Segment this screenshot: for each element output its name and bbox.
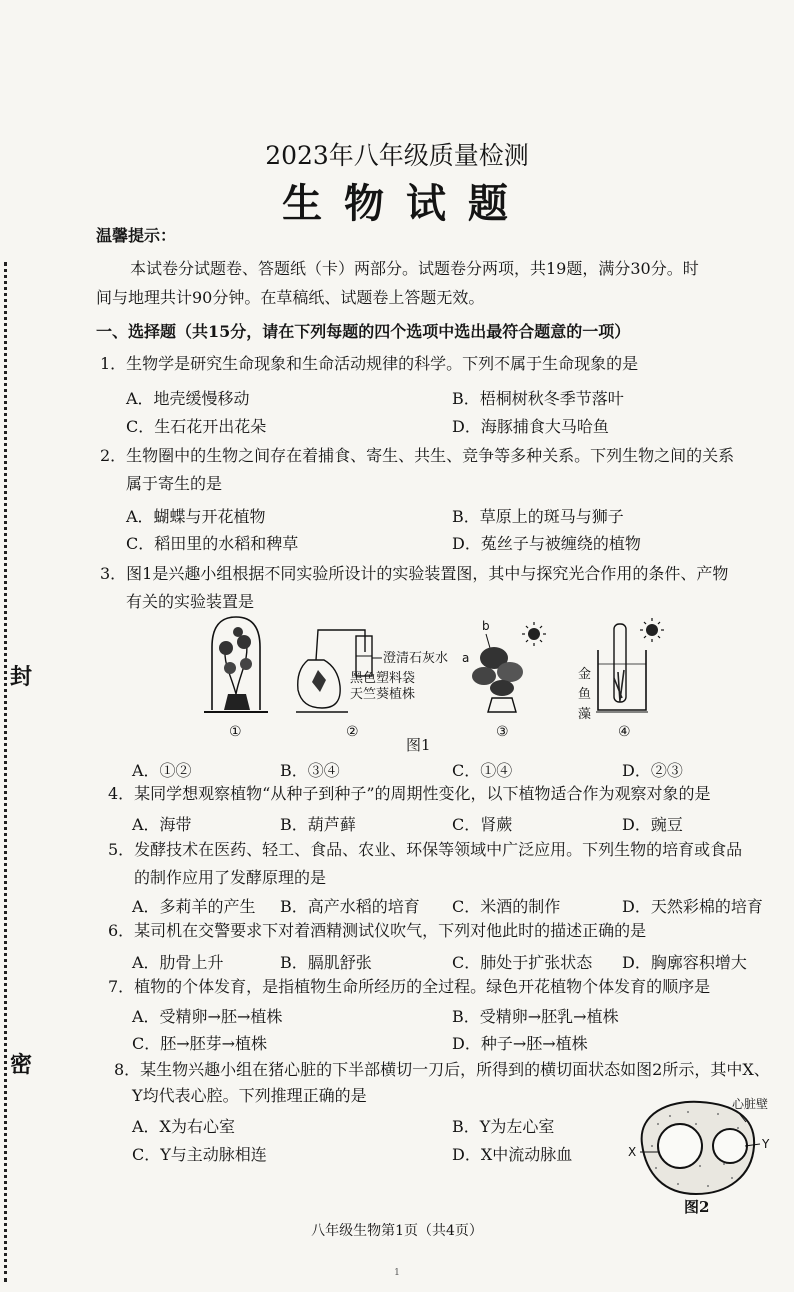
q7-option-c: C．胚→胚芽→植株 [132, 1034, 268, 1053]
label-limewater: 澄清石灰水 [383, 651, 449, 666]
q1-option-c: C．生石花开出花朵 [126, 417, 267, 436]
q7-option-a: A．受精卵→胚→植株 [132, 1007, 283, 1026]
notice-line-2: 间与地理共计90分钟。在草稿纸、试题卷上答题无效。 [96, 288, 485, 307]
q7-stem: 7．植物的个体发育，是指植物生命所经历的全过程。绿色开花植物个体发育的顺序是 [108, 977, 711, 996]
page-mark: 1 [394, 1268, 400, 1278]
fig1-num-3: ③ [496, 724, 509, 740]
q6-option-b: B．膈肌舒张 [280, 953, 372, 972]
q3-option-a: A．①② [132, 761, 192, 780]
q3-option-d: D．②③ [622, 761, 683, 780]
q5-stem-line-1: 5．发酵技术在医药、轻工、食品、农业、环保等领域中广泛应用。下列生物的培育或食品 [108, 840, 743, 859]
q1-stem: 1．生物学是研究生命现象和生命活动规律的科学。下列不属于生命现象的是 [100, 354, 639, 373]
figure-2-caption: 图2 [684, 1198, 710, 1216]
label-a: a [462, 651, 470, 665]
q7-option-b: B．受精卵→胚乳→植株 [452, 1007, 619, 1026]
q7-option-d: D．种子→胚→植株 [452, 1034, 588, 1053]
label-heart-wall: 心脏壁 [732, 1097, 769, 1111]
fig1-num-4: ④ [618, 724, 631, 740]
bag-limewater-setup [296, 630, 448, 712]
label-jin: 金 [578, 667, 592, 682]
q5-option-c: C．米酒的制作 [452, 897, 561, 916]
q2-option-b: B．草原上的斑马与狮子 [452, 507, 624, 526]
q2-option-d: D．菟丝子与被缠绕的植物 [452, 534, 641, 553]
label-b: b [482, 619, 490, 633]
bell-jar-setup [204, 617, 268, 712]
q4-option-c: C．肾蕨 [452, 815, 513, 834]
fig1-num-2: ② [346, 724, 359, 740]
q6-option-a: A．肋骨上升 [132, 953, 224, 972]
q2-stem-line-2: 属于寄生的是 [126, 474, 223, 493]
seal-char-bottom: 密 [10, 1053, 33, 1078]
figure-1-apparatus [200, 612, 680, 742]
q4-option-b: B．葫芦藓 [280, 815, 356, 834]
section-heading: 一、选择题（共15分，请在下列每题的四个选项中选出最符合题意的一项） [96, 322, 631, 341]
figure-2-heart-section [628, 1094, 794, 1198]
q3-stem-line-1: 3．图1是兴趣小组根据不同实验所设计的实验装置图，其中与探究光合作用的条件、产物 [100, 564, 729, 583]
binding-dotted-line [4, 262, 7, 1282]
q3-stem-line-2: 有关的实验装置是 [126, 592, 255, 611]
label-x: X [628, 1145, 637, 1159]
notice-line-1: 本试卷分试题卷、答题纸（卡）两部分。试题卷分两项，共19题，满分30分。时 [130, 259, 699, 278]
q3-option-c: C．①④ [452, 761, 513, 780]
q5-option-d: D．天然彩棉的培育 [622, 897, 763, 916]
q2-option-c: C．稻田里的水稻和稗草 [126, 534, 299, 553]
geranium-sun-setup [462, 619, 546, 712]
q8-stem-line-2: Y均代表心腔。下列推理正确的是 [132, 1086, 367, 1105]
q5-option-a: A．多莉羊的产生 [132, 897, 256, 916]
label-y: Y [762, 1137, 770, 1151]
q5-stem-line-2: 的制作应用了发酵原理的是 [134, 868, 327, 887]
q1-option-d: D．海豚捕食大马哈鱼 [452, 417, 609, 436]
exam-title: 生 物 试 题 [282, 180, 512, 227]
q1-option-a: A．地壳缓慢移动 [126, 389, 250, 408]
q6-stem: 6．某司机在交警要求下对着酒精测试仪吹气，下列对他此时的描述正确的是 [108, 921, 647, 940]
q8-option-d: D．X中流动脉血 [452, 1145, 573, 1164]
q4-option-d: D．豌豆 [622, 815, 683, 834]
q4-stem: 4．某同学想观察植物“从种子到种子”的周期性变化，以下植物适合作为观察对象的是 [108, 784, 711, 803]
label-black-bag: 黑色塑料袋 [350, 671, 416, 686]
q2-option-a: A．蝴蝶与开花植物 [126, 507, 266, 526]
q6-option-c: C．肺处于扩张状态 [452, 953, 593, 972]
q8-option-c: C．Y与主动脉相连 [132, 1145, 267, 1164]
page-footer: 八年级生物第1页（共4页） [311, 1223, 483, 1239]
q8-option-b: B．Y为左心室 [452, 1117, 555, 1136]
exam-subtitle: 2023年八年级质量检测 [265, 141, 529, 170]
q2-stem-line-1: 2．生物圈中的生物之间存在着捕食、寄生、共生、竞争等多种关系。下列生物之间的关系 [100, 446, 735, 465]
q6-option-d: D．胸廓容积增大 [622, 953, 747, 972]
q8-stem-line-1: 8．某生物兴趣小组在猪心脏的下半部横切一刀后，所得到的横切面状态如图2所示，其中X、 [114, 1060, 770, 1079]
seal-char-top: 封 [10, 665, 33, 690]
label-zao: 藻 [578, 707, 592, 722]
q4-option-a: A．海带 [132, 815, 192, 834]
q3-option-b: B．③④ [280, 761, 340, 780]
pondweed-beaker-setup [578, 618, 664, 722]
q1-option-b: B．梧桐树秋冬季节落叶 [452, 389, 624, 408]
q5-option-b: B．高产水稻的培育 [280, 897, 420, 916]
label-yu: 鱼 [578, 687, 592, 702]
label-geranium: 天竺葵植株 [350, 687, 416, 702]
fig1-num-1: ① [229, 724, 242, 740]
notice-heading: 温馨提示： [96, 226, 177, 245]
q8-option-a: A．X为右心室 [132, 1117, 235, 1136]
figure-1-caption: 图1 [406, 736, 431, 754]
